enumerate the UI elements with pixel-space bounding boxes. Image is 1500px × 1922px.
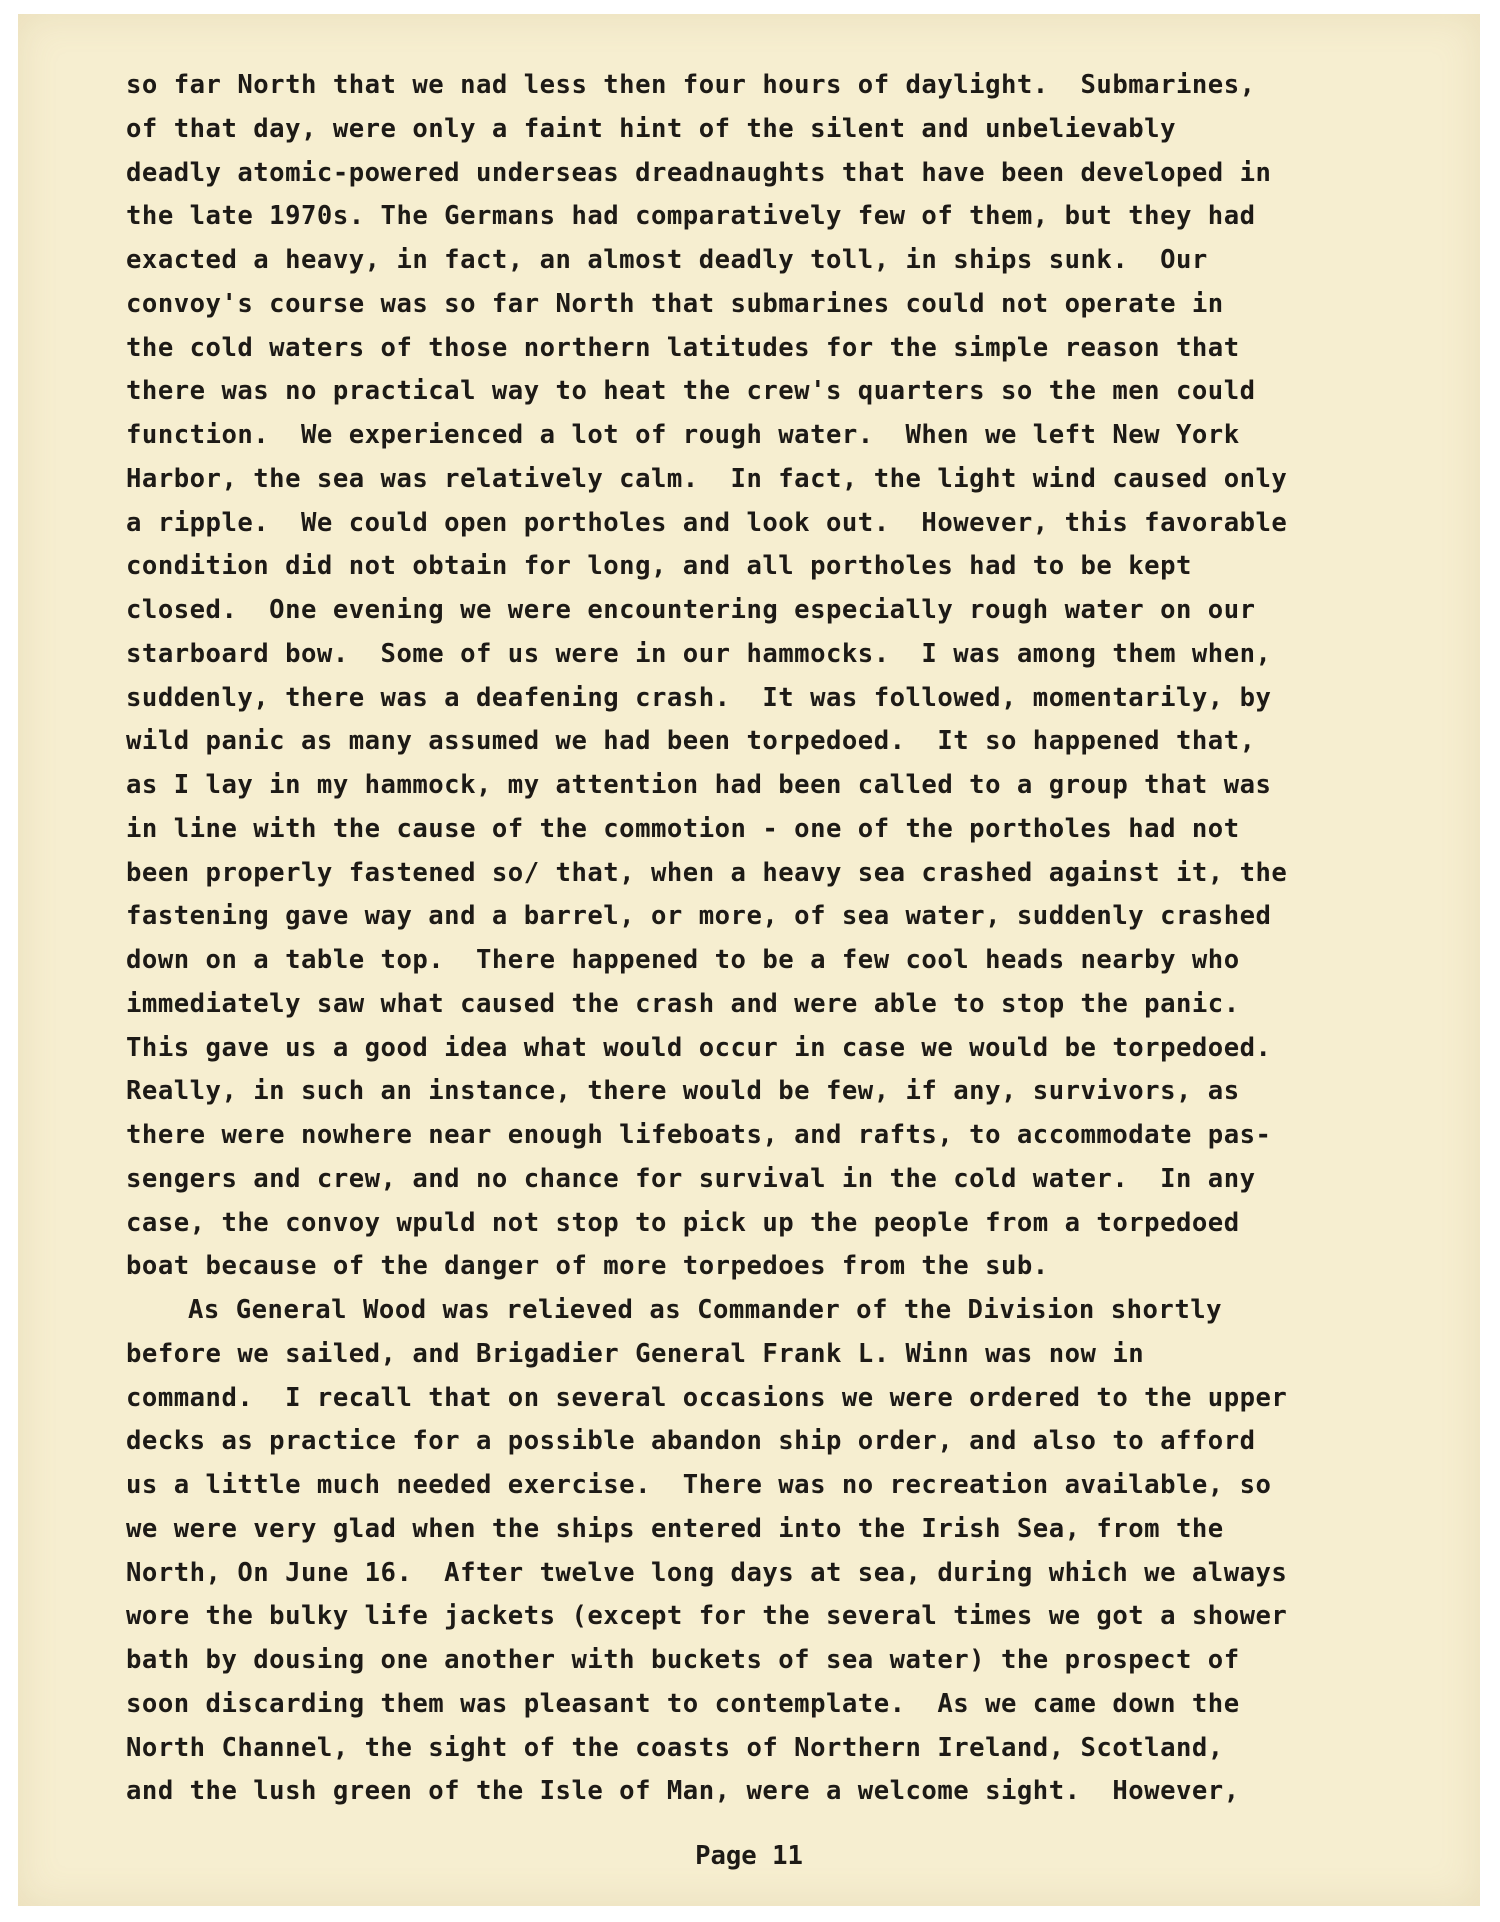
text-line: closed. One evening we were encountering especially rough water on our (126, 595, 1256, 625)
text-line: and the lush green of the Isle of Man, were a welcome sight. However, (126, 1776, 1240, 1807)
page-number: Page 11 (695, 1841, 803, 1871)
text-line: the cold waters of those northern latitudes for the simple reason that (126, 332, 1240, 363)
text-line: North, On June 16. After twelve long days at sea, during which we always (126, 1557, 1288, 1588)
text-line: as I lay in my hammock, my attention had been called to a group that was (126, 770, 1272, 800)
text-line: been properly fastened so/ that, when a heavy sea crashed against it, the (126, 857, 1288, 888)
text-line: starboard bow. Some of us were in our hammocks. I was among them when, (126, 638, 1272, 669)
text-line: a ripple. We could open portholes and look out. However, this favorable (126, 507, 1288, 538)
typewritten-page (18, 14, 1480, 1906)
text-line: boat because of the danger of more torpedoes from the sub. (126, 1251, 1049, 1282)
text-line: Harbor, the sea was relatively calm. In fact, the light wind caused only (126, 463, 1288, 494)
text-line: bath by dousing one another with buckets of sea water) the prospect of (126, 1645, 1240, 1675)
paragraph-first-line: As General Wood was relieved as Commander of the Division shortly (188, 1295, 1223, 1325)
text-line: deadly atomic-powered underseas dreadnaughts that have been developed in (126, 157, 1272, 188)
text-line: us a little much needed exercise. There was no recreation available, so (126, 1470, 1272, 1500)
text-line: case, the convoy wpuld not stop to pick up the people from a torpedoed (126, 1207, 1240, 1238)
text-line: wore the bulky life jackets (except for the several times we got a shower (126, 1601, 1288, 1632)
text-line: before we sailed, and Brigadier General Frank L. Winn was now in (126, 1338, 1145, 1369)
text-line: down on a table top. There happened to be a few cool heads nearby who (126, 945, 1240, 975)
text-line: fastening gave way and a barrel, or more, of sea water, suddenly crashed (126, 901, 1272, 932)
text-line: in line with the cause of the commotion - one of the portholes had not (126, 813, 1240, 844)
text-line: wild panic as many assumed we had been torpedoed. It so happened that, (126, 726, 1256, 757)
text-line: of that day, were only a faint hint of the silent and unbelievably (126, 113, 1176, 144)
text-line: decks as practice for a possible abandon ship order, and also to afford (126, 1426, 1256, 1457)
text-line: so far North that we nad less then four hours of daylight. Submarines, (126, 70, 1256, 100)
text-line: condition did not obtain for long, and all portholes had to be kept (126, 551, 1192, 582)
text-line: the late 1970s. The Germans had comparatively few of them, but they had (126, 201, 1256, 232)
text-line: sengers and crew, and no chance for survival in the cold water. In any (126, 1163, 1256, 1194)
text-line: Really, in such an instance, there would be few, if any, survivors, as (126, 1076, 1240, 1107)
text-line: convoy's course was so far North that submarines could not operate in (126, 288, 1224, 319)
text-line: exacted a heavy, in fact, an almost deadly toll, in ships sunk. Our (126, 245, 1208, 275)
text-line: soon discarding them was pleasant to contemplate. As we came down the (126, 1688, 1240, 1719)
text-line: we were very glad when the ships entered into the Irish Sea, from the (126, 1513, 1224, 1544)
text-line: North Channel, the sight of the coasts of Northern Ireland, Scotland, (126, 1732, 1224, 1763)
body-text (126, 64, 1456, 1814)
text-line: suddenly, there was a deafening crash. It was followed, momentarily, by (126, 682, 1272, 713)
text-line: This gave us a good idea what would occur in case we would be torpedoed. (126, 1032, 1272, 1063)
text-line: command. I recall that on several occasions we were ordered to the upper (126, 1382, 1288, 1413)
text-line: there were nowhere near enough lifeboats, and rafts, to accommodate pas- (126, 1120, 1272, 1150)
text-line: immediately saw what caused the crash and were able to stop the panic. (126, 988, 1240, 1019)
text-line: there was no practical way to heat the crew's quarters so the men could (126, 376, 1256, 407)
text-line: function. We experienced a lot of rough water. When we left New York (126, 420, 1240, 450)
